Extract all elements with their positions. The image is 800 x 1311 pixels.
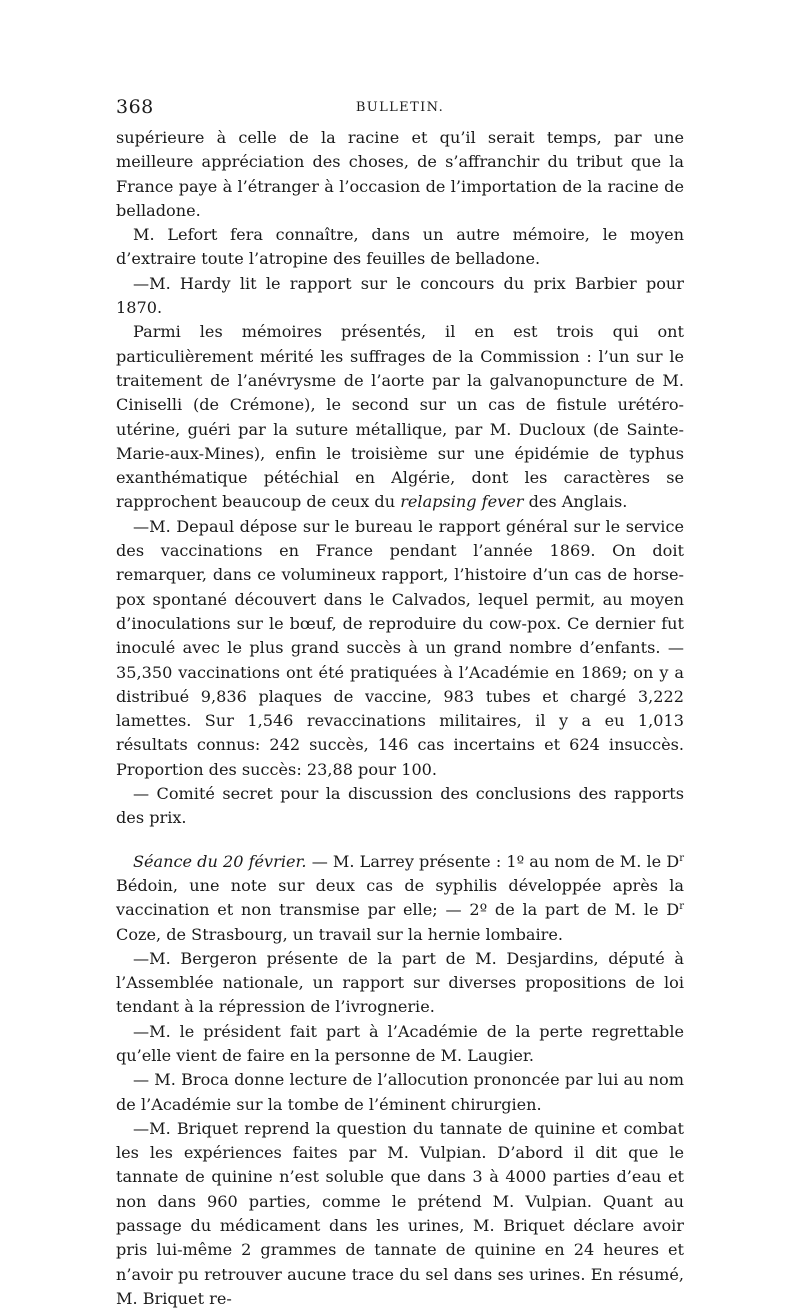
book-page [116,96,684,1311]
paragraph-lefort: M. Lefort fera connaître, dans un autre mémoire, le moyen d’extraire toute l’atropine des feuilles de belladone. [116,225,684,269]
running-head: BULLETIN. [355,100,445,115]
seance-text-1: — M. Larrey présente : 1º au nom de M. le D [306,851,680,871]
superscript-r: r [679,852,684,864]
seance-text-3: Coze, de Strasbourg, un travail sur la hernie lombaire. [116,924,564,944]
memoires-text-end: des Anglais. [523,492,628,512]
paragraph-bergeron: —M. Bergeron présente de la part de M. Desjardins, député à l’Assemblée nationale, un rapport sur diverses propositions de loi tendant à la répression de l’ivrognerie. [116,948,684,1017]
page-number: 368 [116,96,154,118]
paragraph-broca: — M. Broca donne lecture de l’allocution prononcée par lui au nom de l’Académie sur la tombe de l’éminent chirurgien. [116,1070,684,1114]
paragraph-hardy: —M. Hardy lit le rapport sur le concours du prix Barbier pour 1870. [116,273,684,318]
paragraph-briquet: —M. Briquet reprend la question du tannate de quinine et combat les les expériences faites par M. Vulpian. D’abord il dit que le tannate de quinine n’est soluble que dans 3 à 4000 parties d’eau et non dans 960 parties, comme le prétend M. Vulpian. Quant au passage du médicament dans les urines, M. Briquet déclare avoir pris lui-même 2 grammes de tannate de quinine en 24 heures et n’avoir pu retrouver aucune trace du sel dans ses urines. En résumé, M. Briquet re- [116,1118,684,1308]
paragraph-memoires [116,320,684,514]
paragraph-belladone-continued: supérieure à celle de la racine et qu’il serait temps, par une meilleure appréciation des choses, de s’affranchir du tribut que la France paye à l’étranger à l’occasion de l’importation de la racine de belladone. [116,128,684,220]
paragraph-depaul: —M. Depaul dépose sur le bureau le rapport général sur le service des vaccinations en France pendant l’année 1869. On doit remarquer, dans ce volumineux rapport, l’histoire d’un cas de horse-pox spontané découvert dans le Calvados, lequel permit, au moyen d’inoculations sur le bœuf, de reproduire du cow-pox. Ce dernier fut inoculé avec le plus grand succès à un grand nombre d’enfants. — 35,350 vaccinations ont été pratiquées à l’Académie en 1869; on y a distribué 9,836 plaques de vaccine, 983 tubes et chargé 3,222 lamettes. Sur 1,546 revaccinations militaires, il y a eu 1,013 résultats connus: 242 succès, 146 cas incertains et 624 insuccès. Proportion des succès: 23,88 pour 100. [116,516,684,779]
seance-text-2: Bédoin, une note sur deux cas de syphilis développée après la vaccination et non transmise par elle; — 2º de la part de M. le D [116,875,684,920]
paragraph-president: —M. le président fait part à l’Académie de la perte regrettable qu’elle vient de faire en la personne de M. Laugier. [116,1021,684,1065]
paragraph-comite-secret: — Comité secret pour la discussion des conclusions des rapports des prix. [116,784,684,828]
relapsing-fever-term: relapsing fever [400,492,524,512]
page-header [116,96,684,126]
paragraph-seance-20-fevrier [116,850,684,947]
memoires-text: Parmi les mémoires présentés, il en est trois qui ont particulièrement mérité les suffrages de la Commission : l’un sur le traitement de l’anévrysme de l’aorte par la galvanopuncture de M. Ciniselli (de Crémone), le second sur un cas de fistule urétéro-utérine, guéri par la suture métallique, par M. Ducloux (de Sainte-Marie-aux-Mines), enfin le troisième sur une épidémie de typhus exanthématique pétéchial en Algérie, dont les caractères se rapprochent beaucoup de ceux du [116,322,684,512]
seance-date: Séance du 20 février. [133,851,307,871]
body-text [116,126,684,1311]
superscript-r: r [679,901,684,913]
